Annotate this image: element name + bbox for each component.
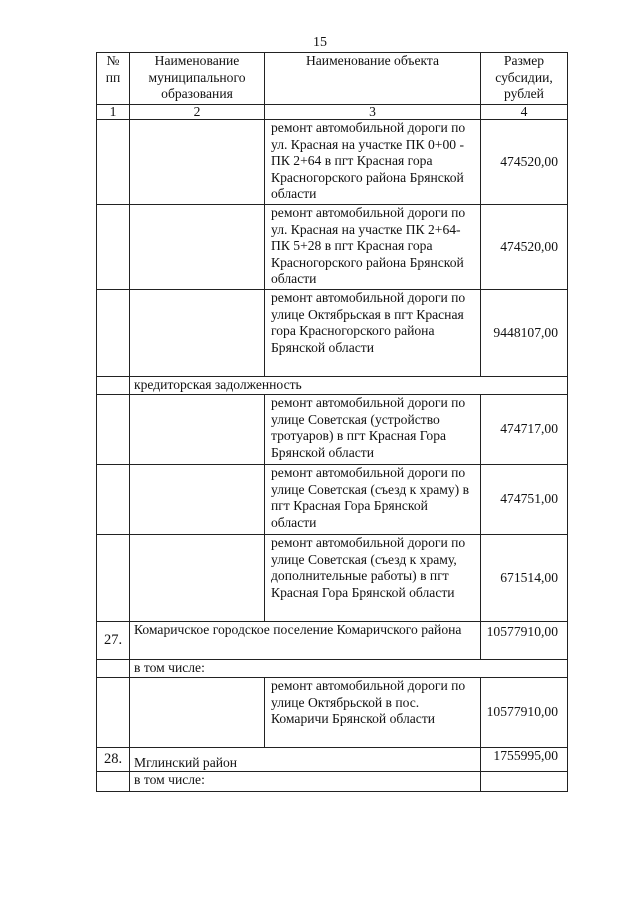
header-amount: Размер субсидии, рублей xyxy=(481,53,568,105)
row-amount xyxy=(481,772,568,792)
row-municipality xyxy=(130,395,265,465)
row-no xyxy=(97,205,130,290)
row-no xyxy=(97,377,130,395)
table-row xyxy=(97,205,568,290)
row-amount: 10577910,00 xyxy=(481,622,568,660)
table-row-label xyxy=(97,660,568,678)
row-amount: 1755995,00 xyxy=(481,748,568,772)
row-object: ремонт автомобильной дороги по улице Советская (съезд к храму) в пгт Красная Гора Брянской области xyxy=(265,465,481,535)
row-object: ремонт автомобильной дороги по улице Советская (устройство тротуаров) в пгт Красная Гора Брянской области xyxy=(265,395,481,465)
table-row xyxy=(97,678,568,748)
row-no xyxy=(97,535,130,622)
column-index: 1 xyxy=(97,105,130,120)
row-object: ремонт автомобильной дороги по ул. Красная на участке ПК 2+64- ПК 5+28 в пгт Красная гора Красногорского района Брянской области xyxy=(265,205,481,290)
table-row xyxy=(97,465,568,535)
row-amount: 474717,00 xyxy=(481,395,568,465)
row-amount: 9448107,00 xyxy=(481,290,568,377)
header-no: № пп xyxy=(97,53,130,105)
row-no xyxy=(97,465,130,535)
row-no xyxy=(97,772,130,792)
row-municipality-name: Мглинский район xyxy=(130,748,481,772)
column-index: 4 xyxy=(481,105,568,120)
subsidy-table xyxy=(96,52,568,792)
column-index: 2 xyxy=(130,105,265,120)
row-municipality xyxy=(130,120,265,205)
row-object: ремонт автомобильной дороги по улице Советская (съезд к храму, дополнительные работы) в пгт Красная Гора Брянской области xyxy=(265,535,481,622)
table-row-label xyxy=(97,772,568,792)
row-object: ремонт автомобильной дороги по ул. Красная на участке ПК 0+00 - ПК 2+64 в пгт Красная гора Красногорского района Брянской области xyxy=(265,120,481,205)
table-header-row xyxy=(97,53,568,105)
row-amount: 671514,00 xyxy=(481,535,568,622)
row-municipality xyxy=(130,678,265,748)
column-index-row xyxy=(97,105,568,120)
row-municipality xyxy=(130,465,265,535)
row-no xyxy=(97,660,130,678)
row-no xyxy=(97,678,130,748)
table-row xyxy=(97,535,568,622)
row-municipality-name: Комаричское городское поселение Комаричского района xyxy=(130,622,481,660)
table-row xyxy=(97,290,568,377)
row-amount: 474520,00 xyxy=(481,205,568,290)
row-no: 28. xyxy=(97,748,130,772)
table-row-municipality xyxy=(97,622,568,660)
table-row xyxy=(97,395,568,465)
row-amount: 10577910,00 xyxy=(481,678,568,748)
row-label: в том числе: xyxy=(130,772,481,792)
row-object: ремонт автомобильной дороги по улице Октябрьская в пгт Красная гора Красногорского района Брянской области xyxy=(265,290,481,377)
page-number: 15 xyxy=(313,35,327,50)
row-label: кредиторская задолженность xyxy=(130,377,568,395)
row-label: в том числе: xyxy=(130,660,568,678)
row-amount: 474520,00 xyxy=(481,120,568,205)
table-row xyxy=(97,120,568,205)
row-amount: 474751,00 xyxy=(481,465,568,535)
row-object: ремонт автомобильной дороги по улице Октябрьской в пос. Комаричи Брянской области xyxy=(265,678,481,748)
table-row-label xyxy=(97,377,568,395)
row-municipality xyxy=(130,535,265,622)
row-no: 27. xyxy=(97,622,130,660)
row-no xyxy=(97,120,130,205)
column-index: 3 xyxy=(265,105,481,120)
row-no xyxy=(97,395,130,465)
header-object: Наименование объекта xyxy=(265,53,481,105)
row-no xyxy=(97,290,130,377)
table-row-municipality xyxy=(97,748,568,772)
header-municipality: Наименование муниципального образования xyxy=(130,53,265,105)
row-municipality xyxy=(130,205,265,290)
row-municipality xyxy=(130,290,265,377)
